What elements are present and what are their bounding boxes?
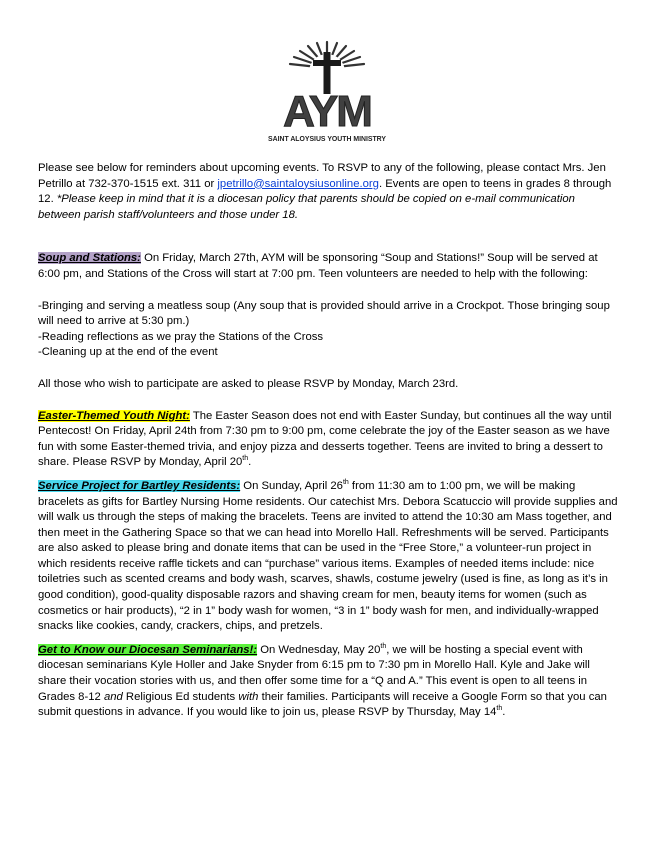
seminarians-superscript-2: th — [496, 705, 503, 713]
seminarians-end: . — [502, 706, 506, 719]
soup-rsvp: All those who wish to participate are asked to please RSVP by Monday, March 23rd. — [38, 377, 459, 390]
seminarians-with: with — [238, 690, 259, 703]
seminarians-heading: Get to Know our Diocesan Seminarians!: — [38, 643, 258, 656]
email-link[interactable]: jpetrillo@saintaloysiusonline.org — [217, 177, 379, 190]
easter-end: . — [248, 456, 252, 469]
intro-policy-note: *Please keep in mind that it is a diocesan policy that parents should be copied on e-mail communication between parish staff/volunteers and those under 18. — [38, 193, 575, 221]
list-item: -Bringing and serving a meatless soup (Any soup that is provided should arrive in a Crockpot. Those bringing soup will need to arrive at 5:30 pm.) — [38, 299, 610, 328]
easter-paragraph — [38, 409, 620, 471]
soup-paragraph — [38, 251, 620, 282]
service-paragraph — [38, 479, 620, 635]
easter-text: The Easter Season does not end with Easter Sunday, but continues all the way until Pentecost! On Friday, April 24th from 7:30 pm to 9:00 pm, come celebrate the joy of the Easter season as we have fun with some Easter-themed trivia, and enjoy pizza and desserts together. Teens are invited to bring a dessert to share. Please RSVP by Monday, April 20 — [38, 409, 612, 469]
service-heading: Service Project for Bartley Residents: — [38, 479, 241, 492]
seminarians-and: and — [103, 690, 123, 703]
easter-superscript: th — [242, 455, 249, 463]
seminarians-superscript: th — [380, 643, 387, 651]
intro-text-continued: . Events are open to teens in grades 8 through 12. — [38, 177, 612, 206]
seminarians-paragraph — [38, 643, 620, 721]
service-text: On Sunday, April 26 — [240, 479, 343, 492]
seminarians-text: On Wednesday, May 20 — [257, 643, 381, 656]
seminarians-text-3: Religious Ed students — [122, 690, 239, 703]
soup-text: On Friday, March 27th, AYM will be sponsoring “Soup and Stations!” Soup will be served at 6:00 pm, and Stations of the Cross will start at 7:00 pm. Teen volunteers are needed to help with the following: — [38, 252, 598, 280]
soup-heading: Soup and Stations: — [38, 252, 141, 265]
list-item: -Reading reflections as we pray the Stations of the Cross — [38, 330, 324, 343]
intro-text: Please see below for reminders about upcoming events. To RSVP to any of the following, please contact Mrs. Jen Petrillo at 732-370-1515 ext. 311 or — [38, 162, 606, 190]
logo-caption: SAINT ALOYSIUS YOUTH MINISTRY — [268, 134, 387, 143]
service-text-continued: from 11:30 am to 1:00 pm, we will be making bracelets as gifts for Bartley Nursing Home residents. Our catechist Mrs. Debora Scatuccio will provide supplies and will walk us through the steps of making the bracelets. Teens are invited to attend the 10:30 am Mass together, and then meet in the Gathering Space so that we can head into Morello Hall. Refreshments will be served. Participants are also asked to please bring and donate items that can be used in the “Free Store,” a volunteer-run project in which residents receive raffle tickets and can “purchase” various items. Examples of needed items include: nice toiletries such as scented creams and body wash, scarves, shawls, costume jewelry (used is fine, as long as it’s in good condition), good-quality disposable razors and shaving cream for men, beauty items for women (such as cosmetics or hair products), “2 in 1” body wash for women, “3 in 1” body wash for men, and individually-wrapped snacks like cookies, candy, crackers, chips, and pretzels. — [38, 479, 618, 633]
easter-heading: Easter-Themed Youth Night: — [38, 409, 190, 422]
service-superscript: th — [342, 479, 349, 487]
logo-letters: AYM — [283, 87, 371, 136]
seminarians-text-continued: , we will be hosting a special event with diocesan seminarians Kyle Holler and Jake Snyder from 6:15 pm to 7:30 pm in Morello Hall. Kyle and Jake will share their vocation stories with us, and then offer some time for a “Q and A.” This event is open to all teens in Grades 8-12 — [38, 643, 590, 703]
list-item: -Cleaning up at the end of the event — [38, 346, 218, 359]
aym-logo — [265, 38, 390, 148]
seminarians-text-4: their families. Participants will receive a Google Form so that you can submit questions in advance. If you would like to join us, please RSVP by Thursday, May 14 — [38, 690, 607, 719]
newsletter-body — [38, 161, 620, 721]
intro-paragraph — [38, 161, 620, 223]
